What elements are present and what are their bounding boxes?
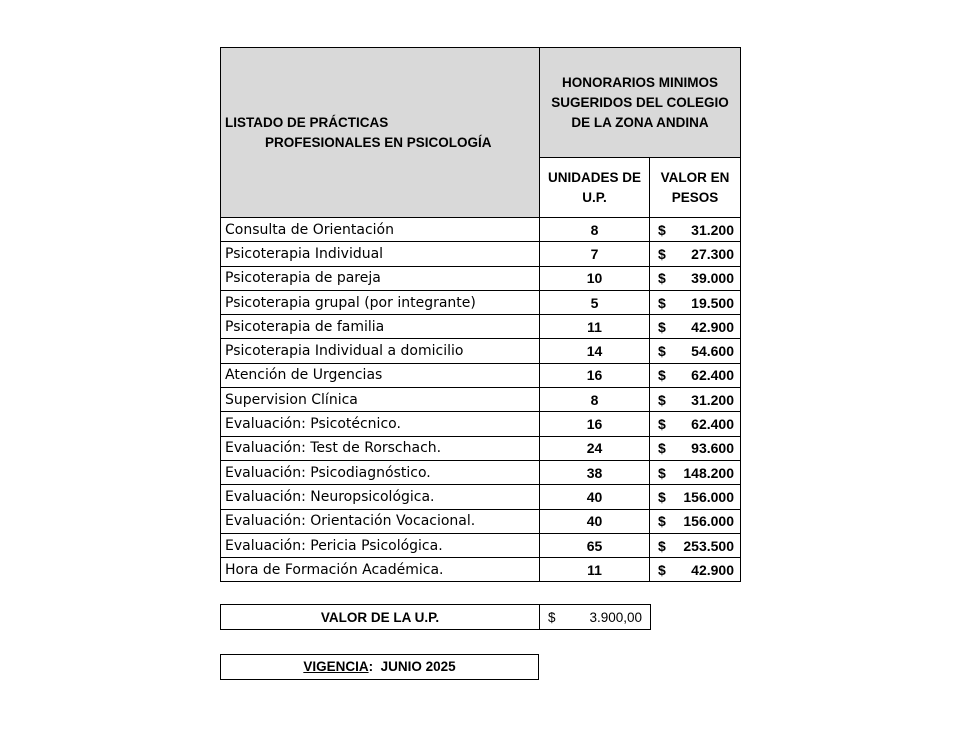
units-value: 14 bbox=[540, 339, 650, 363]
price-amount: 156.000 bbox=[683, 513, 734, 530]
price-value bbox=[650, 485, 741, 509]
units-value: 40 bbox=[540, 509, 650, 533]
practice-list-title-line1: LISTADO DE PRÁCTICAS bbox=[225, 114, 389, 130]
price-value bbox=[650, 266, 741, 290]
practice-list-title-line2: PROFESIONALES EN PSICOLOGÍA bbox=[265, 134, 492, 150]
practice-name: Psicoterapia de pareja bbox=[221, 266, 540, 290]
vigencia-value: JUNIO 2025 bbox=[380, 659, 456, 674]
price-amount: 19.500 bbox=[691, 294, 734, 311]
price-value bbox=[650, 558, 741, 582]
price-amount: 148.200 bbox=[683, 464, 734, 481]
up-value-box bbox=[220, 604, 651, 630]
up-currency-symbol: $ bbox=[548, 609, 556, 625]
vigencia-box bbox=[220, 654, 539, 680]
table-row bbox=[221, 412, 741, 436]
table-row bbox=[221, 242, 741, 266]
price-amount: 31.200 bbox=[691, 391, 734, 408]
units-value: 16 bbox=[540, 412, 650, 436]
currency-symbol: $ bbox=[658, 343, 666, 360]
table-row bbox=[221, 460, 741, 484]
price-amount: 62.400 bbox=[691, 367, 734, 384]
price-amount: 54.600 bbox=[691, 343, 734, 360]
practice-name: Psicoterapia de familia bbox=[221, 315, 540, 339]
table-row bbox=[221, 509, 741, 533]
price-value bbox=[650, 339, 741, 363]
units-column-header: UNIDADES DE U.P. bbox=[540, 158, 650, 218]
currency-symbol: $ bbox=[658, 513, 666, 530]
units-value: 10 bbox=[540, 266, 650, 290]
currency-symbol: $ bbox=[658, 416, 666, 433]
price-amount: 39.000 bbox=[691, 270, 734, 287]
up-value-cell bbox=[540, 605, 651, 630]
practice-name: Psicoterapia grupal (por integrante) bbox=[221, 290, 540, 314]
practice-name: Evaluación: Test de Rorschach. bbox=[221, 436, 540, 460]
currency-symbol: $ bbox=[658, 440, 666, 457]
fee-table bbox=[220, 47, 741, 582]
practice-name: Consulta de Orientación bbox=[221, 218, 540, 242]
vigencia-separator: : bbox=[368, 659, 374, 674]
practice-name: Evaluación: Psicotécnico. bbox=[221, 412, 540, 436]
table-row bbox=[221, 315, 741, 339]
price-amount: 27.300 bbox=[691, 245, 734, 262]
currency-symbol: $ bbox=[658, 464, 666, 481]
table-row bbox=[221, 266, 741, 290]
price-amount: 93.600 bbox=[691, 440, 734, 457]
units-value: 65 bbox=[540, 533, 650, 557]
units-value: 38 bbox=[540, 460, 650, 484]
table-row bbox=[221, 290, 741, 314]
price-value bbox=[650, 363, 741, 387]
price-amount: 42.900 bbox=[691, 561, 734, 578]
price-amount: 253.500 bbox=[683, 537, 734, 554]
table-row bbox=[221, 388, 741, 412]
price-value bbox=[650, 533, 741, 557]
price-value bbox=[650, 242, 741, 266]
price-value bbox=[650, 290, 741, 314]
currency-symbol: $ bbox=[658, 488, 666, 505]
units-value: 11 bbox=[540, 558, 650, 582]
practice-name: Hora de Formación Académica. bbox=[221, 558, 540, 582]
price-value bbox=[650, 509, 741, 533]
table-row bbox=[221, 558, 741, 582]
practice-name: Evaluación: Orientación Vocacional. bbox=[221, 509, 540, 533]
price-value bbox=[650, 412, 741, 436]
table-row bbox=[221, 485, 741, 509]
practice-name: Psicoterapia Individual bbox=[221, 242, 540, 266]
table-row bbox=[221, 339, 741, 363]
up-amount: 3.900,00 bbox=[589, 609, 642, 625]
currency-symbol: $ bbox=[658, 561, 666, 578]
table-row bbox=[221, 363, 741, 387]
practice-name: Evaluación: Psicodiagnóstico. bbox=[221, 460, 540, 484]
price-amount: 62.400 bbox=[691, 416, 734, 433]
practice-name: Atención de Urgencias bbox=[221, 363, 540, 387]
vigencia-label: VIGENCIA bbox=[303, 659, 369, 674]
fee-group-header: HONORARIOS MINIMOS SUGERIDOS DEL COLEGIO DE LA ZONA ANDINA bbox=[540, 48, 741, 158]
price-value bbox=[650, 388, 741, 412]
currency-symbol: $ bbox=[658, 367, 666, 384]
units-value: 8 bbox=[540, 388, 650, 412]
practice-name: Psicoterapia Individual a domicilio bbox=[221, 339, 540, 363]
price-amount: 156.000 bbox=[683, 488, 734, 505]
table-row bbox=[221, 533, 741, 557]
price-value bbox=[650, 218, 741, 242]
practice-name: Evaluación: Pericia Psicológica. bbox=[221, 533, 540, 557]
value-column-header: VALOR EN PESOS bbox=[650, 158, 741, 218]
currency-symbol: $ bbox=[658, 221, 666, 238]
price-value bbox=[650, 315, 741, 339]
units-value: 24 bbox=[540, 436, 650, 460]
currency-symbol: $ bbox=[658, 537, 666, 554]
currency-symbol: $ bbox=[658, 294, 666, 311]
units-value: 7 bbox=[540, 242, 650, 266]
price-value bbox=[650, 436, 741, 460]
practice-name: Evaluación: Neuropsicológica. bbox=[221, 485, 540, 509]
currency-symbol: $ bbox=[658, 270, 666, 287]
units-value: 5 bbox=[540, 290, 650, 314]
price-amount: 42.900 bbox=[691, 318, 734, 335]
units-value: 40 bbox=[540, 485, 650, 509]
currency-symbol: $ bbox=[658, 245, 666, 262]
header-row-1 bbox=[221, 48, 741, 158]
currency-symbol: $ bbox=[658, 391, 666, 408]
price-amount: 31.200 bbox=[691, 221, 734, 238]
table-row bbox=[221, 218, 741, 242]
units-value: 8 bbox=[540, 218, 650, 242]
practice-name: Supervision Clínica bbox=[221, 388, 540, 412]
up-value-label: VALOR DE LA U.P. bbox=[221, 605, 540, 630]
currency-symbol: $ bbox=[658, 318, 666, 335]
units-value: 11 bbox=[540, 315, 650, 339]
practice-list-header bbox=[221, 48, 540, 218]
table-row bbox=[221, 436, 741, 460]
units-value: 16 bbox=[540, 363, 650, 387]
price-value bbox=[650, 460, 741, 484]
